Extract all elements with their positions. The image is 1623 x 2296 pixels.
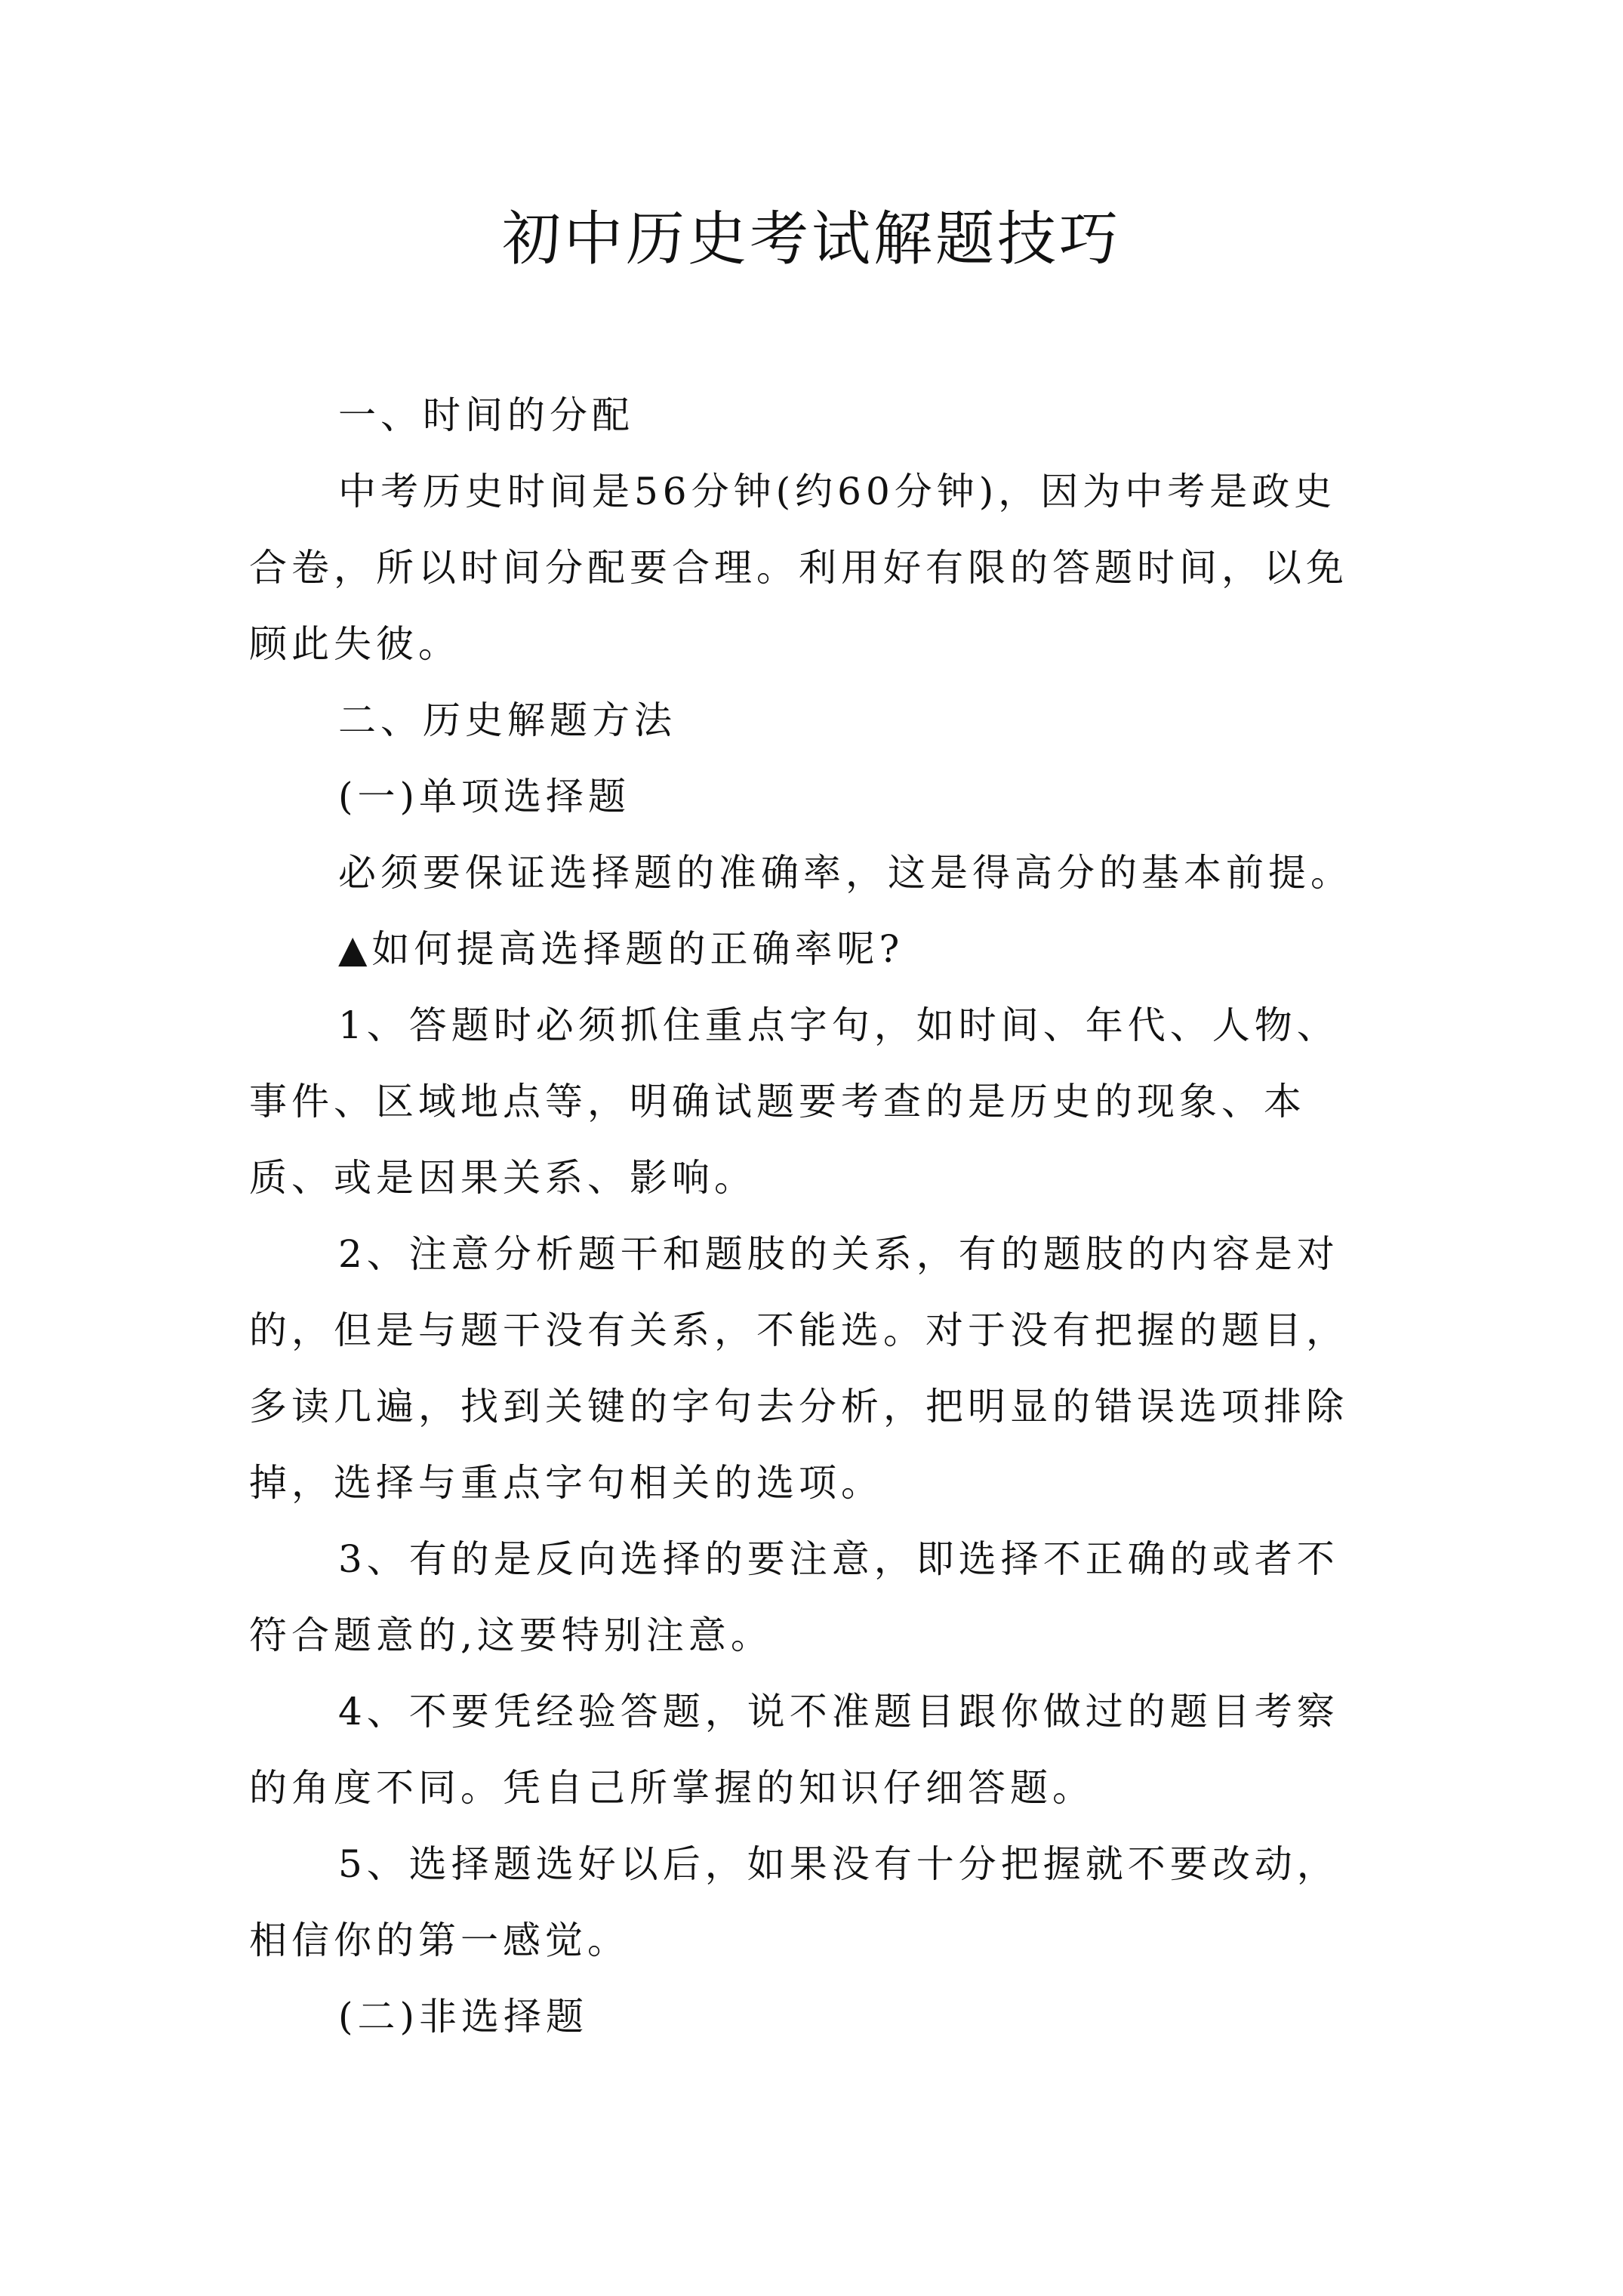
paragraph-question: ▲如何提高选择题的正确率呢? [338,927,904,971]
tip-item-5: 5、选择题选好以后，如果没有十分把握就不要改动，相信你的第一感觉。 [249,1842,1339,1962]
document-title: 初中历史考试解题技巧 [501,205,1121,273]
tip-item-1: 1、答题时必须抓住重点字句，如时间、年代、人物、事件、区域地点等，明确试题要考查的是历史的现象、本质、或是因果关系、影响。 [249,1003,1339,1200]
paragraph-time-allocation: 中考历史时间是56分钟(约60分钟)，因为中考是政史合卷，所以时间分配要合理。利用好有限的答题时间，以免顾此失彼。 [249,470,1348,666]
section-heading-methods: 二、历史解题方法 [338,698,676,742]
tip-item-3: 3、有的是反向选择的要注意，即选择不正确的或者不符合题意的,这要特别注意。 [249,1537,1339,1657]
section-heading-time: 一、时间的分配 [338,393,634,437]
document-body [249,378,1374,2055]
subsection-heading-single-choice: (一)单项选择题 [338,775,631,818]
tip-item-4: 4、不要凭经验答题，说不准题目跟你做过的题目考察的角度不同。凭自己所掌握的知识仔细答题。 [249,1690,1339,1810]
subsection-heading-non-choice: (二)非选择题 [338,1995,589,2039]
tip-item-2: 2、注意分析题干和题肢的关系，有的题肢的内容是对的，但是与题干没有关系，不能选。对于没有把握的题目，多读几遍，找到关键的字句去分析，把明显的错误选项排除掉，选择与重点字句相关的选项。 [249,1232,1348,1505]
paragraph-accuracy: 必须要保证选择题的准确率，这是得高分的基本前提。 [338,851,1353,895]
